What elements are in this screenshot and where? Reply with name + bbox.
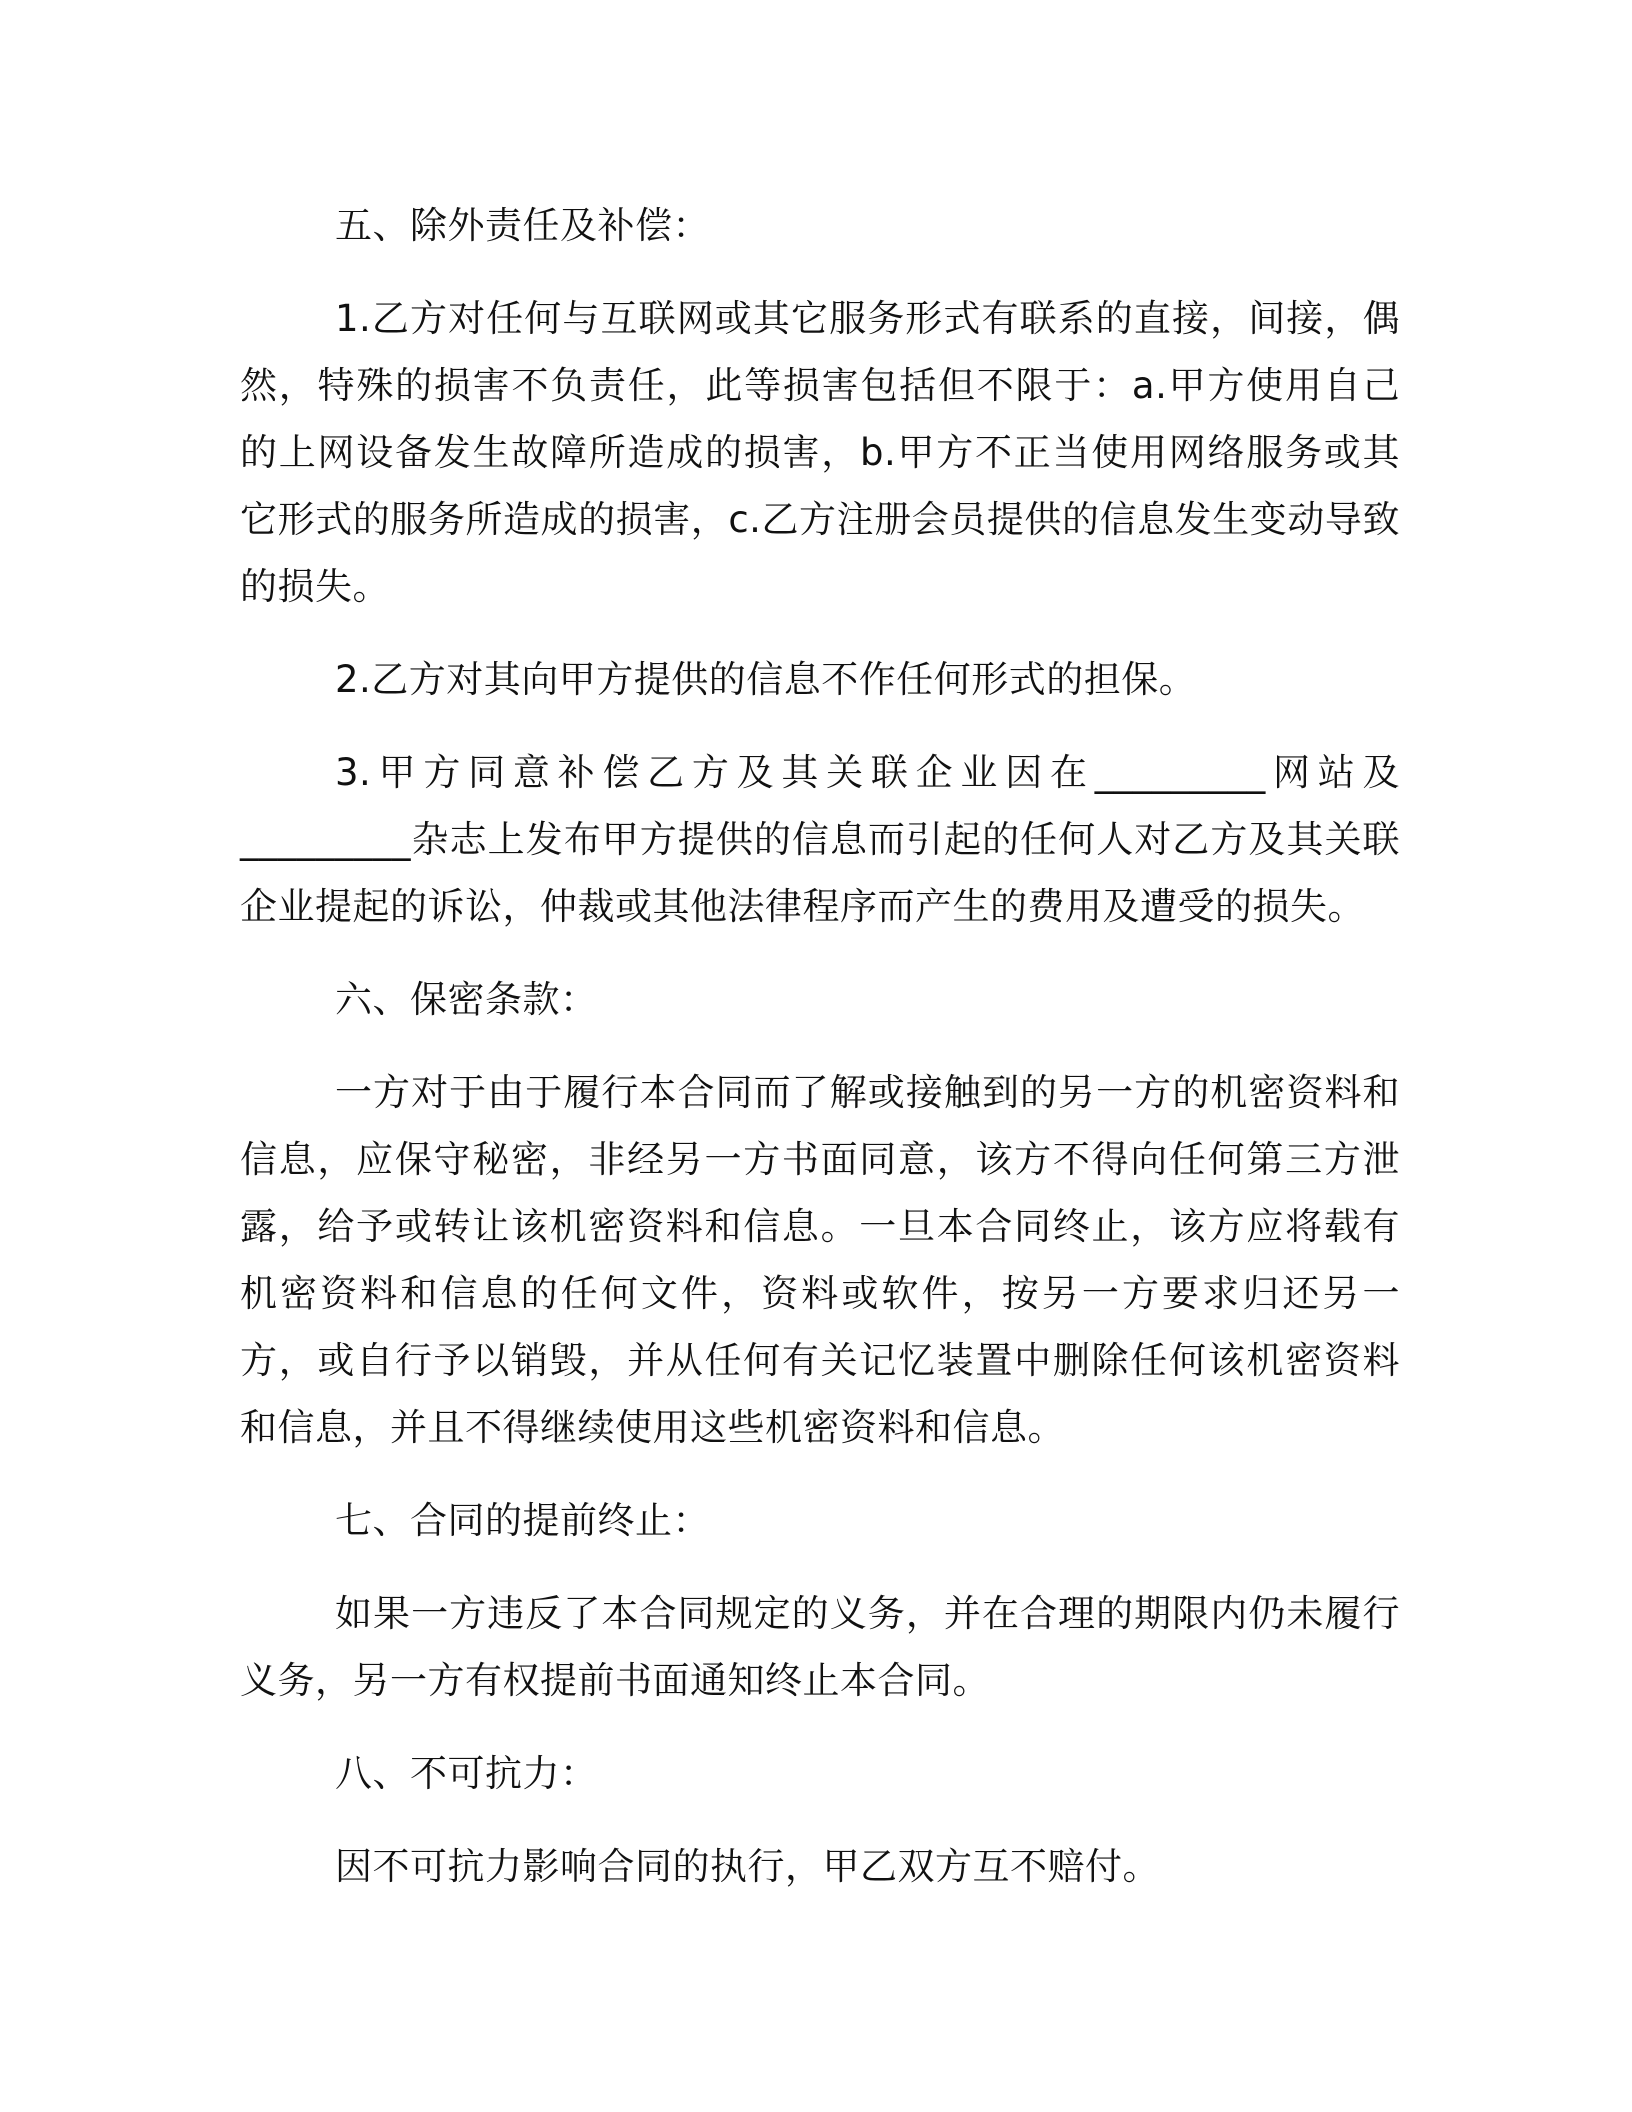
section-6-body: 一方对于由于履行本合同而了解或接触到的另一方的机密资料和信息，应保守秘密，非经另一方书面同意，该方不得向任何第三方泄露，给予或转让该机密资料和信息。一旦本合同终止，该方应将载有机密资料和信息的任何文件，资料或软件，按另一方要求归还另一方，或自行予以销毁，并从任何有关记忆装置中删除任何该机密资料和信息，并且不得继续使用这些机密资料和信息。 (240, 1071, 1400, 1449)
section-5-heading: 五、除外责任及补偿： (335, 204, 710, 247)
section-8-body: 因不可抗力影响合同的执行，甲乙双方互不赔付。 (335, 1845, 1160, 1888)
document-page (240, 192, 1400, 1926)
section-7-heading: 七、合同的提前终止： (335, 1499, 710, 1542)
section-5-clause-3: 3.甲方同意补偿乙方及其关联企业因在_________网站及_________杂志上发布甲方提供的信息而引起的任何人对乙方及其关联企业提起的诉讼，仲裁或其他法律程序而产生的费用及遭受的损失。 (240, 751, 1400, 928)
section-8-heading: 八、不可抗力： (335, 1752, 598, 1795)
section-7-body: 如果一方违反了本合同规定的义务，并在合理的期限内仍未履行义务，另一方有权提前书面通知终止本合同。 (240, 1592, 1400, 1702)
section-6-heading: 六、保密条款： (335, 978, 598, 1021)
section-5-clause-1: 1.乙方对任何与互联网或其它服务形式有联系的直接，间接，偶然，特殊的损害不负责任，此等损害包括但不限于：a.甲方使用自己的上网设备发生故障所造成的损害，b.甲方不正当使用网络服务或其它形式的服务所造成的损害，c.乙方注册会员提供的信息发生变动导致的损失。 (240, 297, 1400, 608)
section-5-clause-2: 2.乙方对其向甲方提供的信息不作任何形式的担保。 (335, 658, 1197, 701)
